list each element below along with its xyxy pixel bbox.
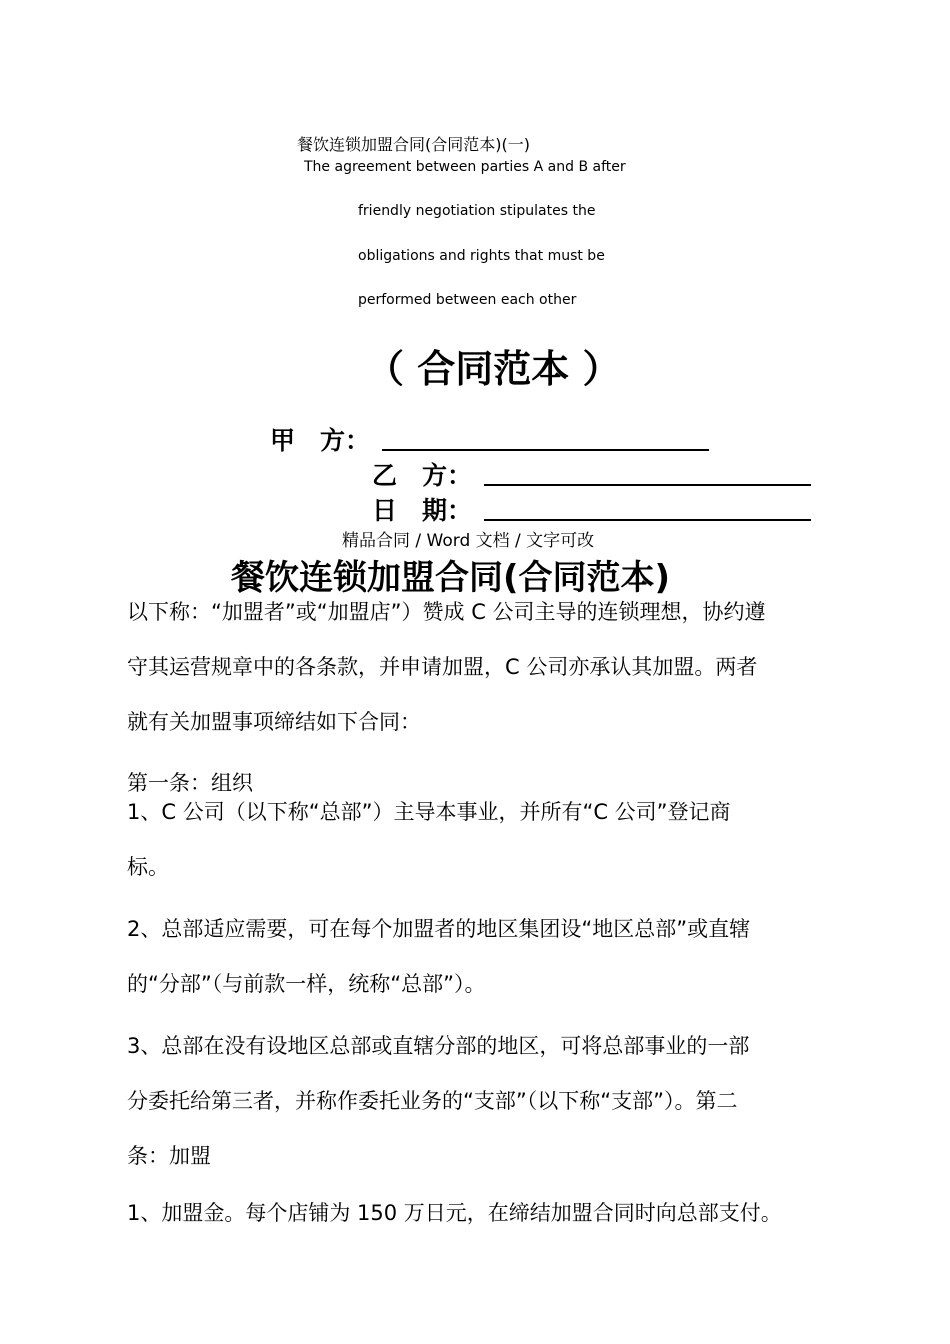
body-text-line: 标。 xyxy=(127,855,169,879)
cover-english-line: obligations and rights that must be xyxy=(358,248,605,264)
article-heading: 第一条：组织 xyxy=(127,771,253,795)
body-text-line: 3、总部在没有设地区总部或直辖分部的地区，可将总部事业的一部 xyxy=(127,1034,750,1058)
body-text-line: 的“分部”（与前款一样，统称“总部”）。 xyxy=(127,972,486,996)
body-text-line: 分委托给第三者，并称作委托业务的“支部”（以下称“支部”）。第二 xyxy=(127,1089,738,1113)
party-b-signature-line xyxy=(484,484,811,486)
body-text-line: 1、加盟金。每个店铺为 150 万日元，在缔结加盟合同时向总部支付。 xyxy=(127,1201,782,1225)
cover-big-title: （ 合同范本 ） xyxy=(366,347,621,391)
document-title: 餐饮连锁加盟合同(合同范本) xyxy=(231,558,671,598)
cover-top-title: 餐饮连锁加盟合同(合同范本)(一) xyxy=(297,135,530,154)
body-text-line: 2、总部适应需要，可在每个加盟者的地区集团设“地区总部”或直辖 xyxy=(127,917,751,941)
body-text-line: 1、C 公司（以下称“总部”）主导本事业，并所有“C 公司”登记商 xyxy=(127,800,731,824)
date-label: 日 期： xyxy=(372,496,473,525)
cover-english-line: friendly negotiation stipulates the xyxy=(358,203,596,219)
cover-english-line: performed between each other xyxy=(358,292,577,308)
party-b-label: 乙 方： xyxy=(372,461,473,490)
body-text-line: 就有关加盟事项缔结如下合同： xyxy=(127,710,421,734)
body-text-line: 守其运营规章中的各条款，并申请加盟，C 公司亦承认其加盟。两者 xyxy=(127,655,758,679)
party-a-signature-line xyxy=(382,449,709,451)
date-signature-line xyxy=(484,519,811,521)
party-a-label: 甲 方： xyxy=(270,426,371,455)
body-text-line: 条：加盟 xyxy=(127,1144,211,1168)
cover-tagline: 精品合同 / Word 文档 / 文字可改 xyxy=(342,531,595,551)
cover-english-line: The agreement between parties A and B after xyxy=(304,159,626,175)
body-text-line: 以下称：“加盟者”或“加盟店”）赞成 C 公司主导的连锁理想，协约遵 xyxy=(127,600,766,624)
